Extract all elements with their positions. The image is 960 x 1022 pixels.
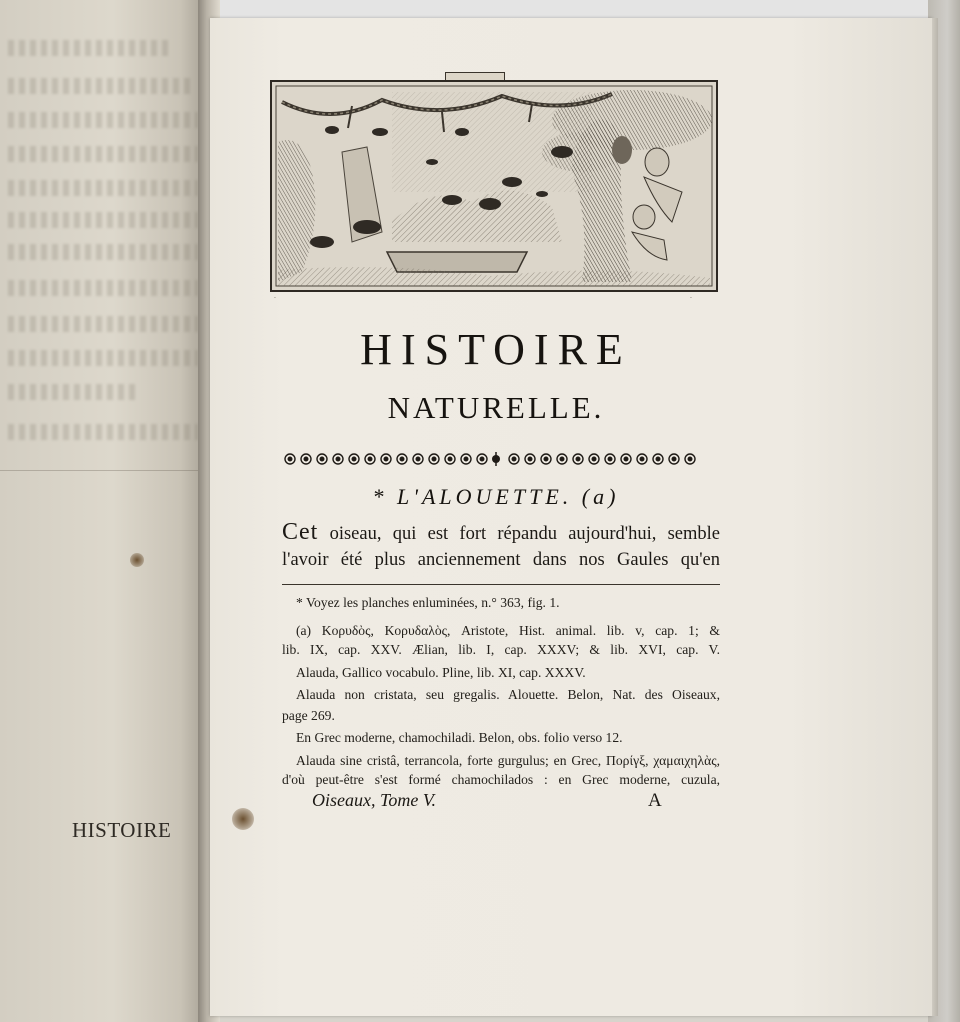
show-through-text bbox=[8, 316, 198, 332]
foxing-spot bbox=[232, 808, 254, 830]
show-through-rule bbox=[0, 470, 205, 471]
body-line-1 bbox=[282, 520, 720, 546]
footnote-line: (a) Κορυδὸς, Κορυδαλὸς, Aristote, Hist. animal. lib. v, cap. 1; & bbox=[296, 623, 720, 638]
page-subtitle: NATURELLE. bbox=[387, 390, 605, 425]
body-text: oiseau, qui est fort répandu aujourd'hui, semble bbox=[318, 524, 720, 544]
show-through-text bbox=[8, 146, 198, 162]
artist-signature: · bbox=[274, 294, 276, 302]
catchword: HISTOIRE bbox=[72, 818, 172, 842]
show-through-text bbox=[8, 244, 198, 260]
footnote-line: d'où peut-être s'est formé chamochilados : en Grec moderne, cuzula, bbox=[282, 772, 720, 787]
footnote-line: Alauda non cristata, seu gregalis. Alouette. Belon, Nat. des Oiseaux, bbox=[296, 687, 720, 702]
footnote-line: * Voyez les planches enluminées, n.° 363, fig. 1. bbox=[296, 595, 560, 610]
footnote-line: En Grec moderne, chamochiladi. Belon, obs. folio verso 12. bbox=[296, 730, 623, 745]
foxing-spot bbox=[130, 553, 144, 567]
show-through-text bbox=[8, 112, 198, 128]
volume-footer: Oiseaux, Tome V. bbox=[312, 790, 437, 810]
show-through-text bbox=[8, 78, 193, 94]
footnote-line: lib. IX, cap. XXV. Ælian, lib. I, cap. XXXV; & lib. XVI, cap. V. bbox=[282, 642, 720, 657]
show-through-text bbox=[8, 212, 198, 228]
footnote-line: Alauda sine cristâ, terrancola, forte gurgulus; en Grec, Πορίγξ, χαμαιχηλὰς, bbox=[296, 753, 720, 768]
show-through-text bbox=[8, 280, 198, 296]
page-edge bbox=[932, 18, 938, 1016]
signature-mark: A bbox=[648, 790, 662, 811]
footnote-line: Alauda, Gallico vocabulo. Pline, lib. XI, cap. XXXV. bbox=[296, 665, 586, 680]
page-title: HISTOIRE bbox=[360, 325, 632, 374]
engraved-vignette bbox=[270, 80, 718, 292]
bird-scene-illustration bbox=[272, 82, 716, 290]
show-through-text bbox=[8, 384, 138, 400]
section-title: * L'ALOUETTE. (a) bbox=[372, 484, 620, 509]
footnote-line: page 269. bbox=[282, 708, 335, 723]
drop-cap: Cet bbox=[282, 519, 319, 545]
left-page bbox=[0, 0, 205, 1022]
footnote-rule bbox=[282, 584, 720, 585]
engraver-signature: · bbox=[690, 294, 692, 302]
ornament-icon bbox=[282, 452, 710, 466]
show-through-text bbox=[8, 424, 198, 440]
body-line-2: l'avoir été plus anciennement dans nos Gaules qu'en bbox=[282, 550, 720, 570]
show-through-text bbox=[8, 40, 168, 56]
show-through-text bbox=[8, 180, 198, 196]
show-through-text bbox=[8, 350, 198, 366]
ornamental-band bbox=[282, 452, 710, 466]
